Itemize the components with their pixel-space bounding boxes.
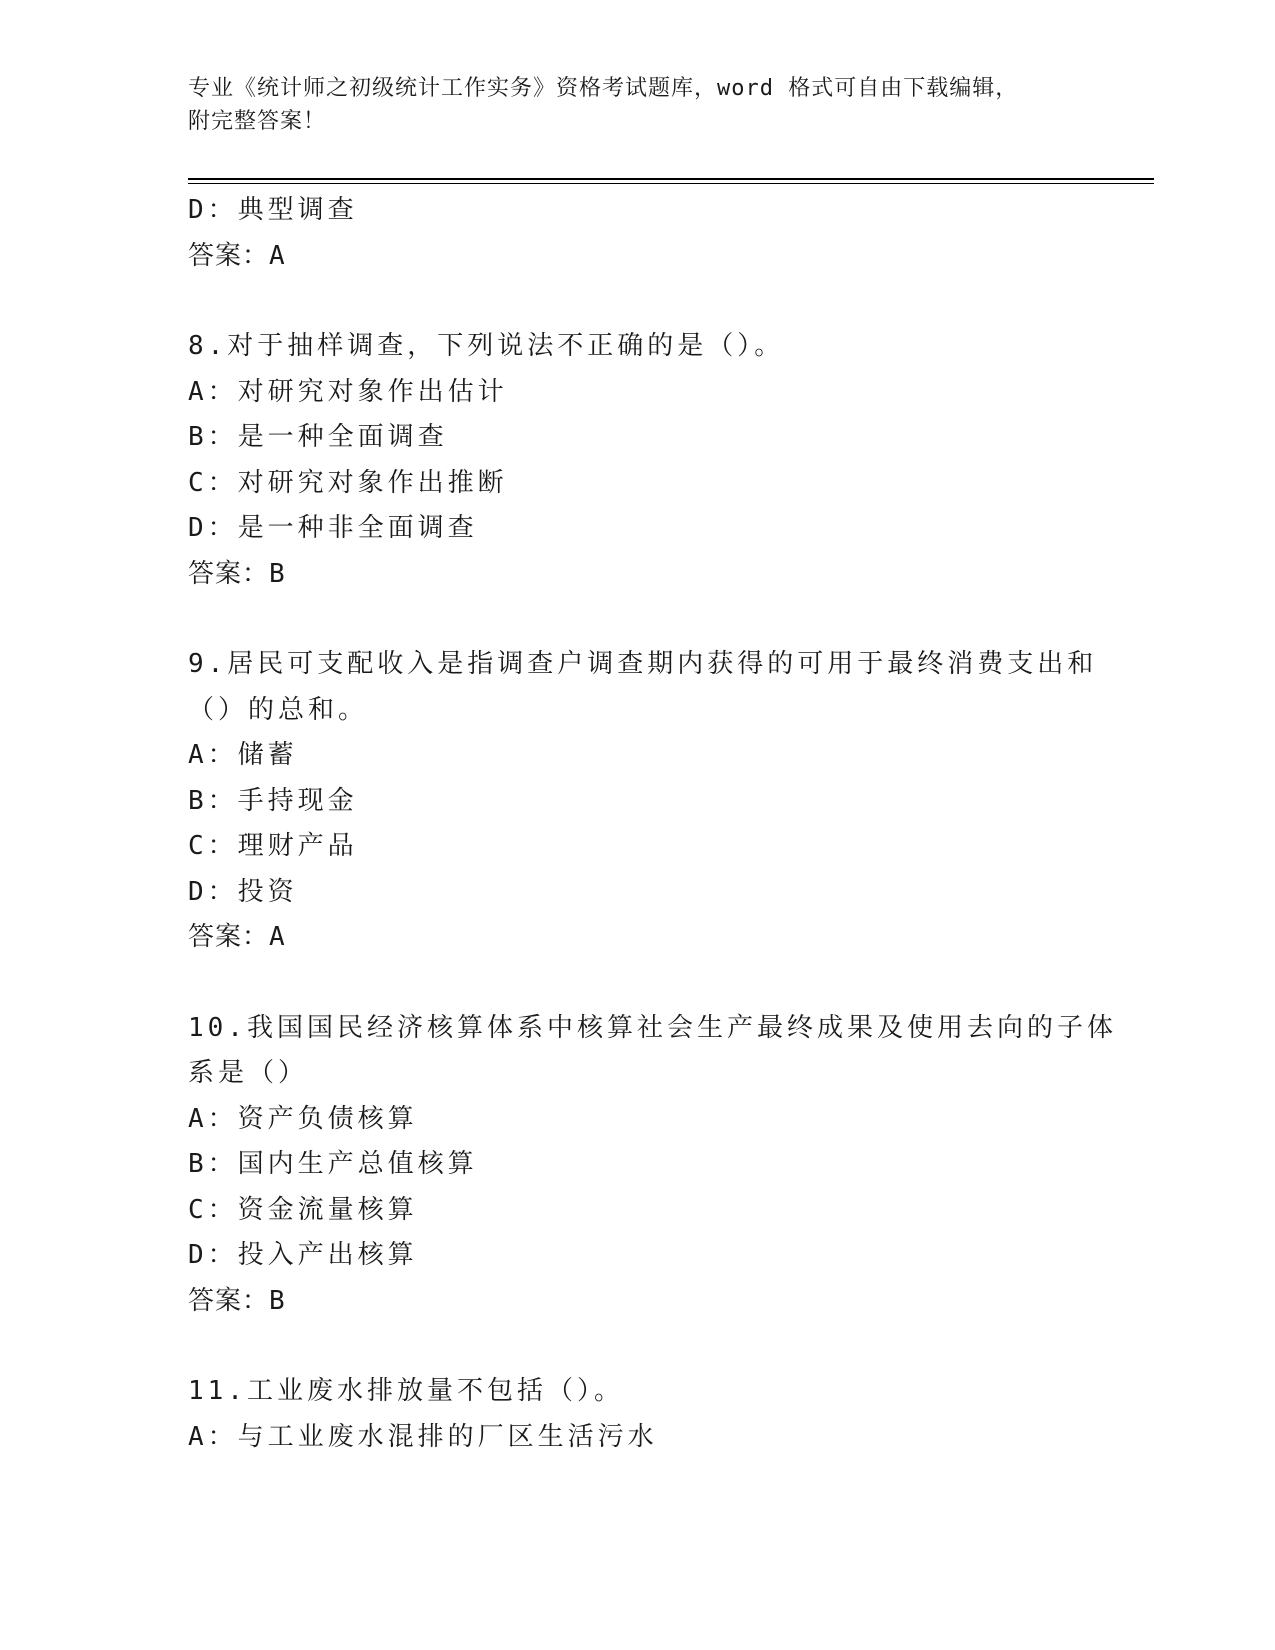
question-stem-line-1: 10.我国国民经济核算体系中核算社会生产最终成果及使用去向的子体: [188, 1012, 1117, 1043]
answer-line: 答案：A: [188, 240, 286, 271]
answer-line: 答案：B: [188, 558, 286, 589]
option-d: D：是一种非全面调查: [188, 513, 478, 543]
question-stem-line-1: 9.居民可支配收入是指调查户调查期内获得的可用于最终消费支出和: [188, 649, 1098, 679]
header-divider-thick: [188, 178, 1154, 180]
option-d: D：投资: [188, 876, 298, 907]
option-c: C：对研究对象作出推断: [188, 467, 508, 498]
question-9: [188, 642, 1148, 961]
option-a: A：与工业废水混排的厂区生活污水: [188, 1421, 658, 1452]
question-stem: 11.工业废水排放量不包括（）。: [188, 1376, 624, 1406]
question-list: [188, 188, 1148, 1460]
header-line-1: 专业《统计师之初级统计工作实务》资格考试题库，word 格式可自由下载编辑，: [188, 76, 1019, 101]
question-stem-line-2: （）的总和。: [188, 694, 369, 725]
question-stem: 8.对于抽样调查，下列说法不正确的是（）。: [188, 331, 785, 361]
option-a: A：对研究对象作出估计: [188, 376, 508, 407]
answer-line: 答案：B: [188, 1285, 286, 1316]
header-divider-thin: [188, 183, 1154, 184]
option-c: C：理财产品: [188, 831, 358, 861]
question-stem-line-2: 系是（）: [188, 1058, 309, 1088]
previous-question-tail: [188, 188, 1148, 279]
option-b: B：是一种全面调查: [188, 422, 448, 452]
document-header: [188, 72, 1088, 138]
question-11: [188, 1369, 1148, 1460]
answer-line: 答案：A: [188, 922, 286, 952]
option-d: D：投入产出核算: [188, 1240, 418, 1270]
option-d: D：典型调查: [188, 195, 358, 225]
question-10: [188, 1006, 1148, 1325]
option-a: A：资产负债核算: [188, 1103, 418, 1134]
option-b: B：手持现金: [188, 785, 358, 816]
header-line-2: 附完整答案！: [188, 109, 327, 134]
option-b: B：国内生产总值核算: [188, 1149, 478, 1179]
option-c: C：资金流量核算: [188, 1194, 418, 1225]
question-8: [188, 324, 1148, 597]
option-a: A：储蓄: [188, 740, 298, 770]
